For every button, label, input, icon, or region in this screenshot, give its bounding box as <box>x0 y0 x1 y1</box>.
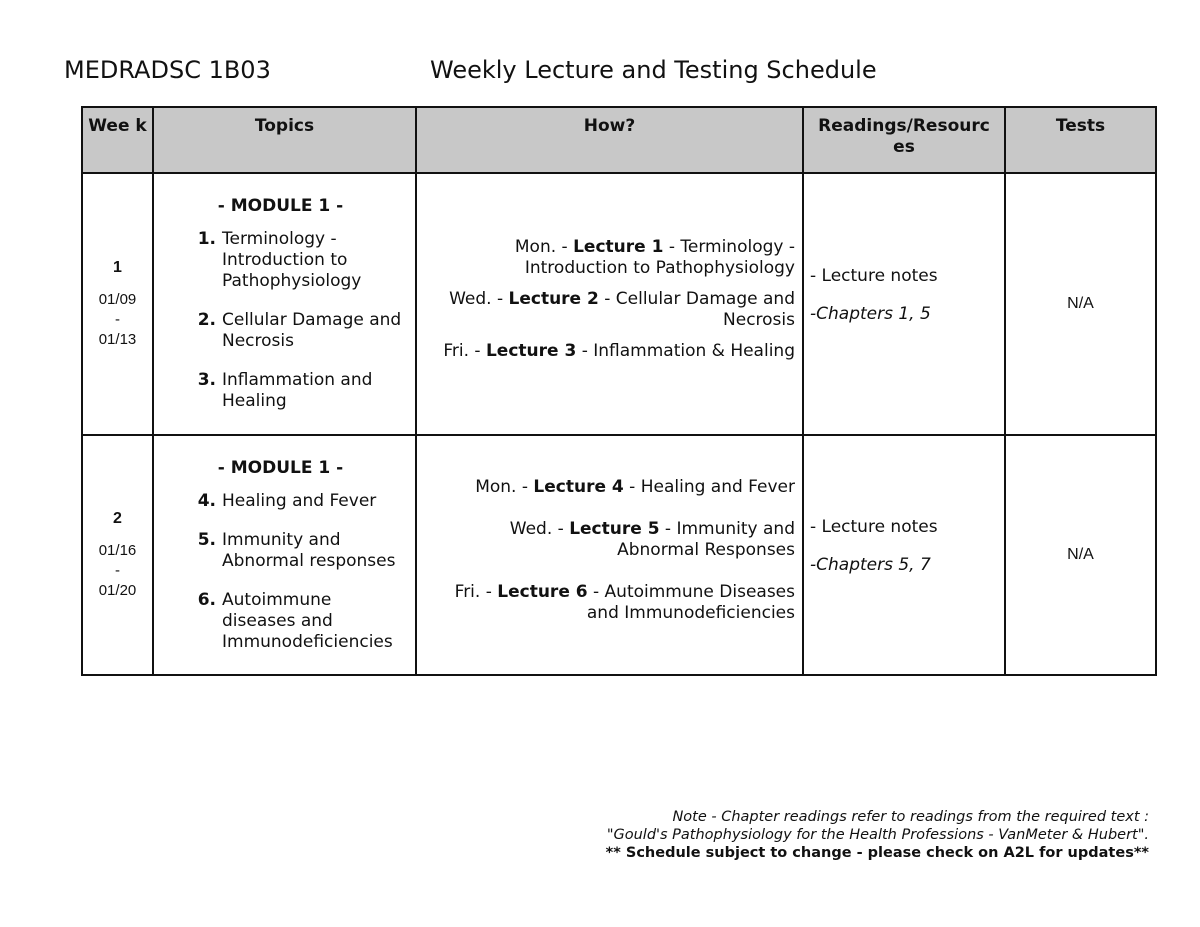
reading-lecture-notes: - Lecture notes <box>810 266 938 286</box>
table-row <box>82 435 1156 675</box>
course-code: MEDRADSC 1B03 <box>64 56 271 84</box>
topic-item <box>154 530 407 572</box>
date-start: 01/09 <box>98 291 137 308</box>
lecture-item <box>423 582 795 624</box>
lecture-item <box>423 477 795 498</box>
schedule-table <box>81 106 1157 676</box>
lecture-topic: - Terminology - Introduction to Pathophysiology <box>524 236 795 278</box>
topic-text: Immunity and Abnormal responses <box>222 529 396 571</box>
lecture-day: Mon. - <box>514 236 574 257</box>
topic-number: 5. <box>197 529 216 550</box>
note-citation: "Gould's Pathophysiology for the Health Professions - VanMeter & Hubert". <box>606 827 1149 843</box>
lecture-label: Lecture 1 <box>573 236 664 257</box>
note-disclaimer: ** Schedule subject to change - please check on A2L for updates** <box>605 845 1149 861</box>
footer-notes <box>606 808 1149 862</box>
column-header-readings: Readings/Resourc es <box>803 107 1005 173</box>
lecture-day: Wed. - <box>509 518 570 539</box>
reading-chapters: -Chapters 5, 7 <box>810 555 931 575</box>
week-number: 1 <box>113 259 122 276</box>
week-cell <box>82 435 153 675</box>
readings-cell <box>803 173 1005 435</box>
lecture-item <box>423 519 795 561</box>
date-separator: - <box>115 562 120 579</box>
topic-text: Terminology - Introduction to Pathophysiology <box>222 229 362 291</box>
lecture-label: Lecture 6 <box>497 581 588 602</box>
lecture-item <box>423 289 795 331</box>
readings-cell <box>803 435 1005 675</box>
lecture-topic: - Healing and Fever <box>623 476 795 497</box>
date-separator: - <box>115 311 120 328</box>
topic-number: 2. <box>197 310 216 330</box>
table-row <box>82 173 1156 435</box>
lecture-topic: - Cellular Damage and Necrosis <box>598 288 795 330</box>
topic-text: Cellular Damage and Necrosis <box>222 310 402 351</box>
lecture-item <box>423 341 795 362</box>
lecture-label: Lecture 2 <box>508 288 599 309</box>
tests-cell: N/A <box>1005 173 1156 435</box>
table-header-row <box>82 107 1156 173</box>
date-end: 01/13 <box>98 331 137 348</box>
date-end: 01/20 <box>98 582 137 599</box>
topics-cell <box>153 435 416 675</box>
topic-item <box>154 491 407 512</box>
column-header-how: How? <box>416 107 803 173</box>
column-header-tests: Tests <box>1005 107 1156 173</box>
topic-number: 1. <box>197 229 216 249</box>
topic-text: Autoimmune diseases and Immunodeficiencies <box>222 589 393 652</box>
topic-text: Inflammation and Healing <box>222 370 373 411</box>
lecture-day: Wed. - <box>449 288 509 309</box>
topic-number: 4. <box>197 490 216 511</box>
note-line: Note - Chapter readings refer to readings from the required text : <box>672 809 1149 825</box>
reading-lecture-notes: - Lecture notes <box>810 517 938 537</box>
lecture-day: Mon. - <box>475 476 534 497</box>
lecture-topic: - Immunity and Abnormal Responses <box>617 518 795 560</box>
lecture-label: Lecture 3 <box>485 340 577 361</box>
column-header-week: Wee k <box>82 107 153 173</box>
page-title: Weekly Lecture and Testing Schedule <box>430 56 877 84</box>
topic-number: 6. <box>197 589 216 610</box>
topic-item <box>154 310 407 352</box>
week-number: 2 <box>113 510 122 527</box>
topics-cell <box>153 173 416 435</box>
lecture-item <box>423 237 795 279</box>
date-start: 01/16 <box>98 542 137 559</box>
module-label: - MODULE 1 - <box>217 457 344 478</box>
week-cell <box>82 173 153 435</box>
lecture-day: Fri. - <box>454 581 498 602</box>
lecture-label: Lecture 5 <box>569 518 660 539</box>
topic-item <box>154 229 407 292</box>
topic-item <box>154 590 407 653</box>
topic-item <box>154 370 407 412</box>
how-cell <box>416 435 803 675</box>
lecture-topic: - Inflammation & Healing <box>576 340 795 361</box>
reading-chapters: -Chapters 1, 5 <box>810 304 931 324</box>
lecture-topic: - Autoimmune Diseases and Immunodeficiencies <box>586 581 795 623</box>
lecture-day: Fri. - <box>443 340 486 361</box>
topic-text: Healing and Fever <box>222 490 377 511</box>
topic-number: 3. <box>197 370 216 390</box>
module-label: - MODULE 1 - <box>217 196 344 216</box>
how-cell <box>416 173 803 435</box>
column-header-topics: Topics <box>153 107 416 173</box>
tests-cell: N/A <box>1005 435 1156 675</box>
lecture-label: Lecture 4 <box>533 476 624 497</box>
